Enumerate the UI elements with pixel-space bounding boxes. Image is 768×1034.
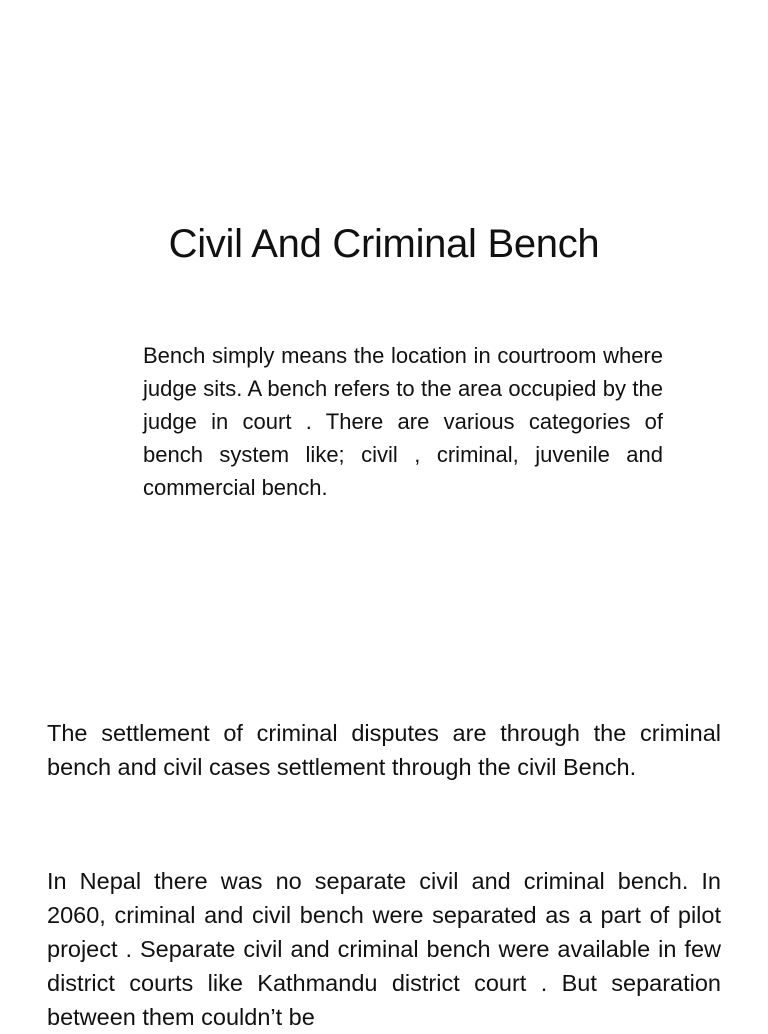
page-title: Civil And Criminal Bench xyxy=(168,222,600,266)
body-paragraph-nepal: In Nepal there was no separate civil and criminal bench. In 2060, criminal and civil bench were separated as a part of pilot project . Separate civil and criminal bench were available in few district courts like Kathmandu district court . But separation between them couldn’t be xyxy=(47,868,721,1030)
body-paragraph-settlement: The settlement of criminal disputes are through the criminal bench and civil cases settlement through the civil Bench. xyxy=(47,720,721,780)
intro-paragraph: Bench simply means the location in courtroom where judge sits. A bench refers to the area occupied by the judge in court . There are various categories of bench system like; civil , criminal, juvenile and commercial bench. xyxy=(143,343,663,500)
